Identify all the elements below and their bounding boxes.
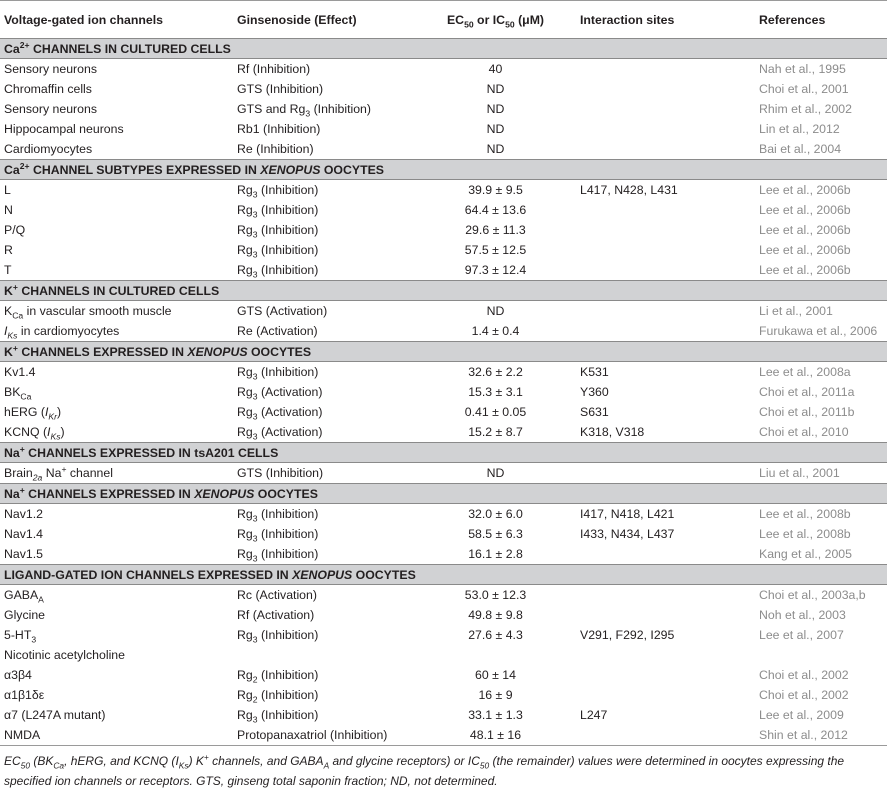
ginsenoside-cell: $Rg_3$ (Activation) — [237, 405, 323, 422]
value-cell: 57.5 ± 12.5 — [464, 243, 527, 257]
channel-cell: R — [4, 243, 13, 257]
site-cell: I433, N434, L437 — [580, 527, 675, 541]
ginsenoside-cell: $Rg_3$ (Inhibition) — [237, 708, 319, 725]
value-cell: 49.8 ± 9.8 — [468, 608, 523, 622]
value-cell: 27.6 ± 4.3 — [468, 628, 523, 642]
reference-cell: Lee et al., 2006b — [759, 203, 851, 217]
reference-cell: Choi et al., 2001 — [759, 82, 849, 96]
reference-cell: Li et al., 2001 — [759, 304, 833, 318]
reference-cell — [755, 645, 887, 665]
section-title: Na+ CHANNELS EXPRESSED IN tsA201 CELLS — [0, 443, 887, 463]
reference-cell: Kang et al., 2005 — [759, 547, 852, 561]
table-row — [0, 725, 887, 746]
reference-cell: Choi et al., 2011b — [759, 405, 855, 419]
value-cell — [415, 645, 576, 665]
site-cell — [576, 665, 755, 685]
ginsenoside-cell: $Rg_3$ (Inhibition) — [237, 527, 319, 544]
section-row — [0, 281, 887, 301]
value-cell: 1.4 ± 0.4 — [471, 324, 520, 338]
channel-cell: P/Q — [4, 223, 26, 237]
reference-cell: Choi et al., 2002 — [759, 668, 849, 682]
site-cell: Y360 — [580, 385, 609, 399]
reference-cell: Lee et al., 2006b — [759, 223, 851, 237]
reference-cell: Nah et al., 1995 — [759, 62, 846, 76]
ginsenoside-cell: GTS (Inhibition) — [237, 466, 324, 480]
ginsenoside-cell: $Rg_2$ (Inhibition) — [237, 688, 319, 705]
ginsenoside-cell: $Rg_2$ (Inhibition) — [237, 668, 319, 685]
value-cell: 33.1 ± 1.3 — [468, 708, 523, 722]
table-row — [0, 180, 887, 201]
channel-cell: $5-HT_3$ — [4, 628, 37, 645]
value-cell: 53.0 ± 12.3 — [464, 588, 527, 602]
reference-cell: Noh et al., 2003 — [759, 608, 846, 622]
channel-cell: $GABA_A$ — [4, 588, 44, 605]
channel-cell: Nav1.4 — [4, 527, 43, 541]
site-cell — [576, 585, 755, 606]
value-cell: 60 ± 14 — [475, 668, 516, 682]
value-cell: 0.41 ± 0.05 — [464, 405, 527, 419]
value-cell: 32.6 ± 2.2 — [468, 365, 523, 379]
ginsenoside-cell: $Rg_3$ (Activation) — [237, 385, 323, 402]
reference-cell: Lee et al., 2006b — [759, 263, 851, 277]
table-row — [0, 585, 887, 606]
channel-cell: N — [4, 203, 13, 217]
section-row — [0, 565, 887, 585]
channel-cell: Brain$_{2a}$ Na+ channel — [4, 463, 113, 483]
reference-cell: Liu et al., 2001 — [759, 466, 840, 480]
channel-cell: NMDA — [0, 725, 233, 746]
site-cell: L247 — [580, 708, 608, 722]
section-title: $Ca^{2+}$ CHANNELS IN CULTURED CELLS — [0, 39, 887, 59]
section-title: Na+ CHANNELS EXPRESSED IN XENOPUS OOCYTES — [0, 484, 887, 504]
reference-cell: Lee et al., 2006b — [759, 243, 851, 257]
site-cell — [576, 59, 755, 80]
table-row — [0, 544, 887, 565]
site-cell — [576, 685, 755, 705]
table-row — [0, 625, 887, 645]
ginsenoside-cell: $Rg_3$ (Inhibition) — [237, 547, 319, 564]
channel-cell: Cardiomyocytes — [4, 142, 93, 156]
site-cell — [576, 544, 755, 565]
reference-cell: Choi et al., 2002 — [759, 688, 849, 702]
value-cell: ND — [486, 122, 505, 136]
table-row — [0, 301, 887, 322]
table-row — [0, 362, 887, 383]
reference-cell: Lee et al., 2006b — [759, 183, 851, 197]
header-ginsenoside: Ginsenoside (Effect) — [233, 1, 415, 39]
reference-cell: Shin et al., 2012 — [755, 725, 887, 746]
ginsenoside-cell: GTS (Activation) — [237, 304, 328, 318]
reference-cell: Choi et al., 2011a — [759, 385, 855, 399]
table-row — [0, 685, 887, 705]
ginsenoside-cell: GTS (Inhibition) — [237, 82, 324, 96]
table-row — [0, 463, 887, 484]
ginsenoside-cell: Rf (Inhibition) — [237, 62, 311, 76]
section-row — [0, 484, 887, 504]
site-cell: V291, F292, I295 — [580, 628, 675, 642]
section-title: K+ CHANNELS EXPRESSED IN XENOPUS OOCYTES — [0, 342, 887, 362]
value-cell: 16.1 ± 2.8 — [468, 547, 523, 561]
ginsenoside-cell: Rf (Activation) — [237, 608, 315, 622]
reference-cell: Choi et al., 2010 — [759, 425, 849, 439]
value-cell: 15.3 ± 3.1 — [468, 385, 523, 399]
reference-cell: Rhim et al., 2002 — [759, 102, 852, 116]
channel-cell: L — [4, 183, 11, 197]
ginsenoside-cell: Re (Activation) — [237, 324, 318, 338]
table-row — [0, 79, 887, 99]
channel-cell: T — [4, 263, 12, 277]
value-cell: 39.9 ± 9.5 — [468, 183, 523, 197]
ginsenoside-cell: $Rg_3$ (Inhibition) — [237, 365, 319, 382]
table-footnote: $EC_{50}$ ($BK_{Ca}$, hERG, and KCNQ $(I_{Ks})$ K+ channels, and $GABA_A$ and glycine receptors) or $IC_{50}$ (the remainder) values were determined in oocytes expressing the specified ion channels or receptors. GTS, ginseng total saponin fraction; ND, not determined. — [4, 752, 845, 788]
table-row — [0, 524, 887, 544]
section-row — [0, 342, 887, 362]
section-title: LIGAND-GATED ION CHANNELS EXPRESSED IN XENOPUS OOCYTES — [0, 565, 887, 585]
reference-cell: Lee et al., 2008b — [759, 527, 851, 541]
ginsenoside-cell: $Rg_3$ (Inhibition) — [237, 507, 319, 524]
table-row — [0, 504, 887, 525]
channel-cell: hERG $(I_{Kr})$ — [4, 405, 62, 422]
section-row — [0, 443, 887, 463]
value-cell: 97.3 ± 12.4 — [464, 263, 527, 277]
site-cell — [576, 645, 755, 665]
section-title: $Ca^{2+}$ CHANNEL SUBTYPES EXPRESSED IN XENOPUS OOCYTES — [0, 160, 887, 180]
ginsenoside-cell — [233, 645, 415, 665]
table-row — [0, 645, 887, 665]
ginsenoside-cell: Re (Inhibition) — [237, 142, 314, 156]
channel-cell: Nicotinic acetylcholine — [4, 648, 125, 662]
value-cell: ND — [486, 466, 505, 480]
reference-cell: Choi et al., 2003a,b — [759, 588, 866, 602]
channel-cell: $BK_{Ca}$ — [4, 385, 32, 402]
reference-cell: Furukawa et al., 2006 — [759, 324, 878, 338]
site-cell — [576, 79, 755, 99]
reference-cell: Bai et al., 2004 — [759, 142, 842, 156]
table-row — [0, 200, 887, 220]
value-cell: ND — [486, 102, 505, 116]
header-row — [0, 1, 887, 39]
site-cell: I417, N418, L421 — [580, 507, 675, 521]
table-row — [0, 260, 887, 281]
table-row — [0, 705, 887, 725]
reference-cell: Lee et al., 2008b — [759, 507, 851, 521]
value-cell: ND — [486, 82, 505, 96]
site-cell — [576, 605, 755, 625]
site-cell — [576, 463, 755, 484]
header-ec50: $EC_{50}$ or $IC_{50}$ (μM) — [415, 1, 576, 39]
ginsenoside-cell: Rc (Activation) — [237, 588, 317, 602]
ginsenoside-cell: $Rg_3$ (Inhibition) — [237, 243, 319, 260]
site-cell: K318, V318 — [580, 425, 645, 439]
channel-cell: Nav1.5 — [4, 547, 43, 561]
table-row — [0, 422, 887, 443]
ginsenoside-cell: Rb1 (Inhibition) — [237, 122, 321, 136]
reference-cell: Lin et al., 2012 — [759, 122, 840, 136]
channel-cell: Sensory neurons — [4, 102, 97, 116]
value-cell: 40 — [488, 62, 503, 76]
channel-cell: KCNQ $(I_{Ks})$ — [4, 425, 65, 442]
ginsenoside-cell: GTS and $Rg_3$ (Inhibition) — [237, 102, 371, 119]
table-row — [0, 665, 887, 685]
channel-cell: α1β1δε — [4, 688, 45, 702]
site-cell — [576, 99, 755, 119]
site-cell — [576, 220, 755, 240]
ginsenoside-cell: $Rg_3$ (Inhibition) — [237, 263, 319, 280]
site-cell — [576, 260, 755, 281]
value-cell: 32.0 ± 6.0 — [468, 507, 523, 521]
ginsenoside-cell: $Rg_3$ (Activation) — [237, 425, 323, 442]
table-row — [0, 321, 887, 342]
ginsenoside-cell: $Rg_3$ (Inhibition) — [237, 183, 319, 200]
table-row — [0, 119, 887, 139]
reference-cell: Lee et al., 2009 — [759, 708, 844, 722]
value-cell: ND — [486, 304, 505, 318]
section-row — [0, 39, 887, 59]
value-cell: ND — [486, 142, 505, 156]
channel-cell: Chromaffin cells — [4, 82, 92, 96]
site-cell: L417, N428, L431 — [580, 183, 678, 197]
section-row — [0, 160, 887, 180]
section-title: K+ CHANNELS IN CULTURED CELLS — [0, 281, 887, 301]
site-cell — [576, 301, 755, 322]
table-row — [0, 220, 887, 240]
site-cell — [576, 240, 755, 260]
value-cell: 64.4 ± 13.6 — [464, 203, 527, 217]
ginsenoside-cell: $Rg_3$ (Inhibition) — [237, 628, 319, 645]
site-cell — [576, 321, 755, 342]
site-cell — [576, 119, 755, 139]
value-cell: 58.5 ± 6.3 — [468, 527, 523, 541]
site-cell — [576, 139, 755, 160]
channel-cell: Kv1.4 — [4, 365, 36, 379]
channel-cell: Glycine — [4, 608, 46, 622]
header-references: References — [755, 1, 887, 39]
ginsenoside-cell: $Rg_3$ (Inhibition) — [237, 203, 319, 220]
channel-cell: Sensory neurons — [4, 62, 97, 76]
channel-cell: $K_{Ca}$ in vascular smooth muscle — [4, 304, 172, 321]
table-row — [0, 382, 887, 402]
value-cell: 16 ± 9 — [478, 688, 513, 702]
channel-cell: α3β4 — [4, 668, 32, 682]
channel-cell: Hippocampal neurons — [4, 122, 124, 136]
ginsenoside-cell: $Rg_3$ (Inhibition) — [237, 223, 319, 240]
channel-cell: Nav1.2 — [4, 507, 43, 521]
value-cell: 15.2 ± 8.7 — [468, 425, 523, 439]
value-cell: 29.6 ± 11.3 — [465, 223, 526, 237]
channel-cell: α7 (L247A mutant) — [4, 708, 106, 722]
table-row — [0, 139, 887, 160]
channel-cell: $I_{Ks}$ in cardiomyocytes — [4, 324, 120, 341]
value-cell: 48.1 ± 16 — [415, 725, 576, 746]
table-row — [0, 402, 887, 422]
header-channel: Voltage-gated ion channels — [0, 1, 233, 39]
table-row — [0, 605, 887, 625]
site-cell — [576, 200, 755, 220]
reference-cell: Lee et al., 2008a — [759, 365, 851, 379]
ginsenoside-cell: Protopanaxatriol (Inhibition) — [233, 725, 415, 746]
site-cell: S631 — [580, 405, 609, 419]
site-cell: K531 — [580, 365, 609, 379]
table-row — [0, 99, 887, 119]
header-interaction-sites: Interaction sites — [576, 1, 755, 39]
table-row — [0, 59, 887, 80]
table-row — [0, 240, 887, 260]
site-cell — [576, 725, 755, 746]
reference-cell: Lee et al., 2007 — [759, 628, 844, 642]
